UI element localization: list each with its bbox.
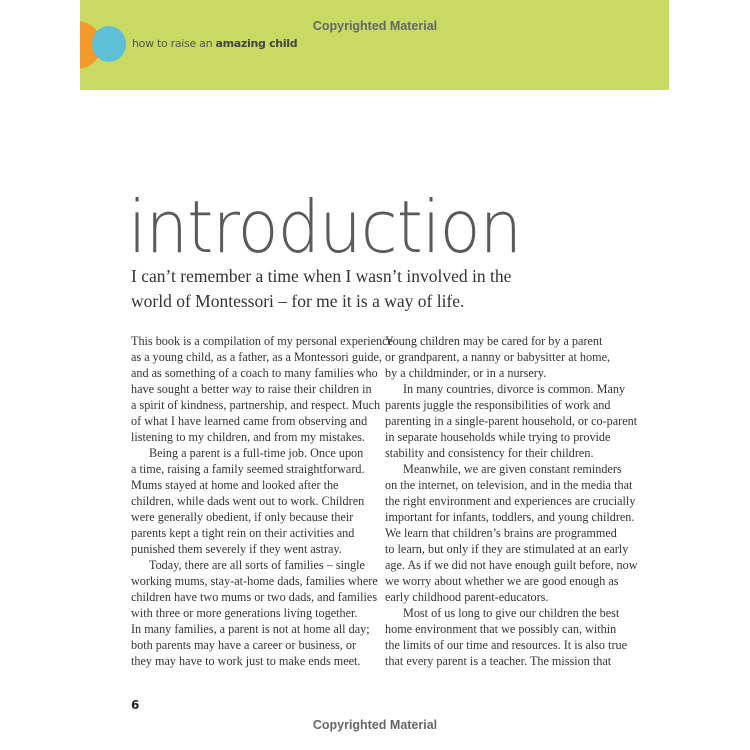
text-line: listening to my children, and from my mistakes.: [131, 430, 365, 444]
text-line: the right environment and experiences are crucially: [385, 494, 636, 508]
right-column-text: [385, 333, 638, 669]
text-line: parents kept a tight rein on their activities and: [131, 526, 355, 540]
text-line: punished them severely if they went astray.: [131, 542, 342, 556]
text-line: parenting in a single-parent household, or co-parent: [385, 414, 638, 428]
running-head: [132, 37, 297, 50]
page-number: 6: [131, 698, 140, 712]
text-line: a spirit of kindness, partnership, and respect. Much: [131, 398, 381, 412]
text-line: by a childminder, or in a nursery.: [385, 366, 547, 380]
text-line: were generally obedient, if only because their: [131, 510, 354, 524]
text-line: on the internet, on television, and in the media that: [385, 478, 633, 492]
text-line: important for infants, toddlers, and young children.: [385, 510, 635, 524]
chapter-title: introduction: [128, 185, 522, 269]
chapter-subtitle: [131, 264, 511, 314]
header-band: [80, 0, 669, 90]
text-line: they may have to work just to make ends meet.: [131, 654, 361, 668]
running-head-prefix: how to raise an: [132, 37, 216, 50]
text-line: stability and consistency for their children.: [385, 446, 594, 460]
copyright-watermark-bottom: Copyrighted Material: [312, 718, 438, 732]
running-head-bold: amazing child: [215, 37, 298, 50]
text-line: with three or more generations living together.: [131, 606, 358, 620]
text-line: Meanwhile, we are given constant reminders: [403, 462, 622, 476]
text-line: children have two mums or two dads, and families: [131, 590, 378, 604]
text-line: Mums stayed at home and looked after the: [131, 478, 339, 492]
text-line: we worry about whether we are good enough as: [385, 574, 619, 588]
text-line: a time, raising a family seemed straightforward.: [131, 462, 365, 476]
text-line: In many countries, divorce is common. Many: [403, 382, 626, 396]
copyright-watermark-top: Copyrighted Material: [312, 19, 438, 33]
text-line: parents juggle the responsibilities of work and: [385, 398, 611, 412]
text-line: children, while dads went out to work. Children: [131, 494, 365, 508]
text-line: Most of us long to give our children the best: [403, 606, 620, 620]
text-line: in separate households while trying to provide: [385, 430, 611, 444]
text-line: both parents may have a career or business, or: [131, 638, 357, 652]
text-line: age. As if we did not have enough guilt before, now: [385, 558, 638, 572]
text-line: Young children may be cared for by a parent: [385, 334, 603, 348]
left-column-text: [131, 333, 393, 669]
text-line: that every parent is a teacher. The mission that: [385, 654, 612, 668]
text-line: early childhood parent-educators.: [385, 590, 549, 604]
subtitle-line: I can’t remember a time when I wasn’t involved in the: [131, 266, 512, 286]
text-line: Today, there are all sorts of families – single: [149, 558, 365, 572]
text-line: of what I have learned came from observing and: [131, 414, 368, 428]
subtitle-line: world of Montessori – for me it is a way of life.: [131, 291, 465, 311]
text-line: and as something of a coach to many families who: [131, 366, 378, 380]
text-line: We learn that children’s brains are programmed: [385, 526, 617, 540]
text-line: to learn, but only if they are stimulated at an early: [385, 542, 629, 556]
text-line: as a young child, as a father, as a Montessori guide,: [131, 350, 382, 364]
text-line: In many families, a parent is not at home all day;: [131, 622, 370, 636]
text-line: home environment that we possibly can, within: [385, 622, 617, 636]
text-line: Being a parent is a full-time job. Once upon: [149, 446, 364, 460]
text-line: working mums, stay-at-home dads, families where: [131, 574, 378, 588]
text-line: the limits of our time and resources. It is also true: [385, 638, 628, 652]
text-line: or grandparent, a nanny or babysitter at home,: [385, 350, 611, 364]
text-line: This book is a compilation of my personal experience: [131, 334, 393, 348]
text-line: have sought a better way to raise their children in: [131, 382, 372, 396]
